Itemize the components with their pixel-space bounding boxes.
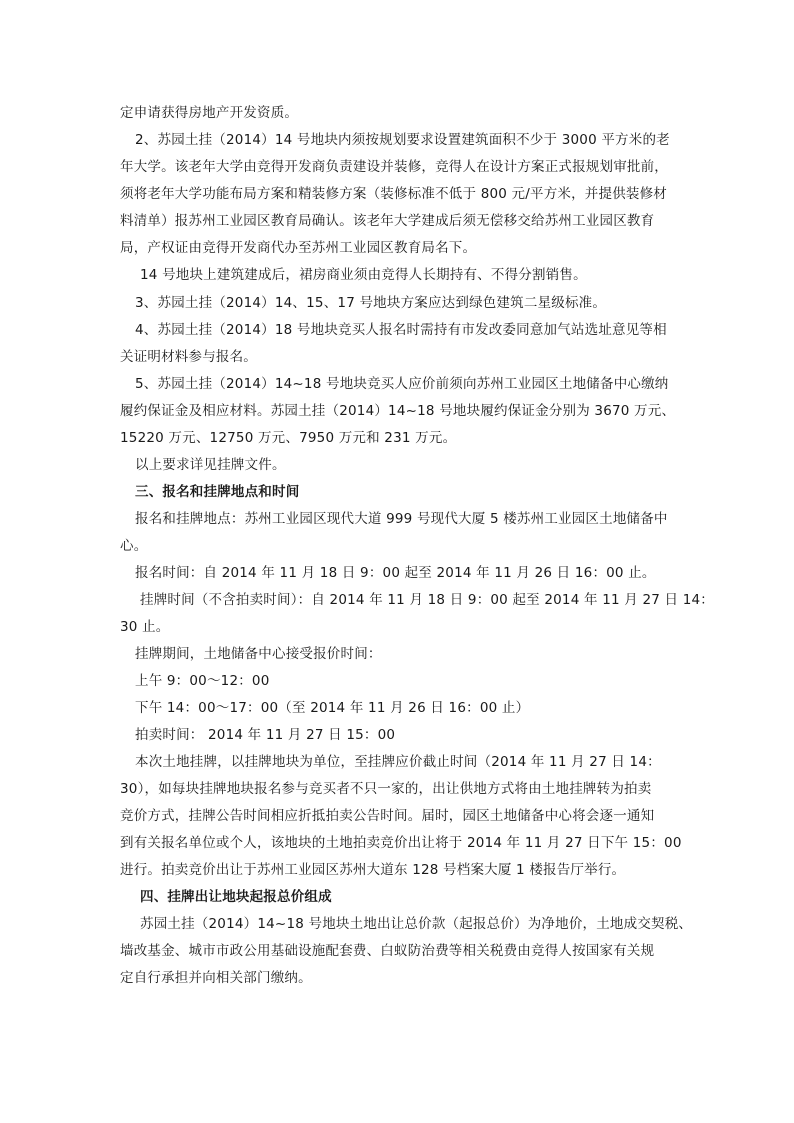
text-line: 14 号地块上建筑建成后，裙房商业须由竞得人长期持有、不得分割销售。 [140, 267, 587, 283]
text-line: 15220 万元、12750 万元、7950 万元和 231 万元。 [120, 430, 457, 446]
text-line: 30），如每块挂牌地块报名参与竞买者不只一家的，出让供地方式将由土地挂牌转为拍卖 [120, 781, 652, 797]
text-line: 上午 9：00～12：00 [135, 673, 270, 689]
text-line: 竞价方式，挂牌公告时间相应折抵拍卖公告时间。届时，园区土地储备中心将会逐一通知 [120, 808, 655, 824]
text-line: 5、苏园土挂（2014）14~18 号地块竞买人应价前须向苏州工业园区土地储备中心缴纳 [135, 376, 669, 392]
text-line: 3、苏园土挂（2014）14、15、17 号地块方案应达到绿色建筑二星级标准。 [135, 295, 607, 311]
text-line: 定申请获得房地产开发资质。 [120, 105, 299, 121]
text-line: 报名和挂牌地点：苏州工业园区现代大道 999 号现代大厦 5 楼苏州工业园区土地储备中 [135, 511, 668, 527]
text-line: 定自行承担并向相关部门缴纳。 [120, 970, 312, 986]
text-line: 进行。拍卖竞价出让于苏州工业园区苏州大道东 128 号档案大厦 1 楼报告厅举行。 [120, 862, 626, 878]
text-line: 到有关报名单位或个人，该地块的土地拍卖竞价出让将于 2014 年 11 月 27 日下午 15：00 [120, 835, 682, 851]
text-line: 30 止。 [120, 619, 170, 635]
text-line: 拍卖时间： 2014 年 11 月 27 日 15：00 [135, 727, 396, 743]
text-line: 局，产权证由竞得开发商代办至苏州工业园区教育局名下。 [120, 240, 477, 256]
text-line: 报名时间：自 2014 年 11 月 18 日 9：00 起至 2014 年 11 月 26 日 16：00 止。 [135, 565, 656, 581]
text-line: 心。 [120, 538, 148, 554]
text-line: 年大学。该老年大学由竞得开发商负责建设并装修，竞得人在设计方案正式报规划审批前， [120, 159, 668, 175]
text-line: 挂牌时间（不含拍卖时间）：自 2014 年 11 月 18 日 9：00 起至 2014 年 11 月 27 日 14： [140, 592, 714, 608]
text-line: 料清单）报苏州工业园区教育局确认。该老年大学建成后须无偿移交给苏州工业园区教育 [120, 213, 655, 229]
section-heading: 三、报名和挂牌地点和时间 [135, 484, 300, 500]
text-line: 挂牌期间，土地储备中心接受报价时间： [135, 646, 382, 662]
text-line: 墙改基金、城市市政公用基础设施配套费、白蚁防治费等相关税费由竞得人按国家有关规 [120, 943, 655, 959]
text-line: 以上要求详见挂牌文件。 [135, 457, 286, 473]
section-heading: 四、挂牌出让地块起报总价组成 [140, 889, 332, 905]
text-line: 履约保证金及相应材料。苏园土挂（2014）14~18 号地块履约保证金分别为 3670 万元、 [120, 403, 676, 419]
text-line: 须将老年大学功能布局方案和精装修方案（装修标准不低于 800 元/平方米，并提供装修材 [120, 186, 667, 202]
text-line: 本次土地挂牌，以挂牌地块为单位，至挂牌应价截止时间（2014 年 11 月 27 日 14： [135, 754, 661, 770]
text-line: 2、苏园土挂（2014）14 号地块内须按规划要求设置建筑面积不少于 3000 平方米的老 [135, 132, 670, 148]
text-line: 苏园土挂（2014）14~18 号地块土地出让总价款（起报总价）为净地价，土地成交契税、 [140, 916, 693, 932]
text-line: 关证明材料参与报名。 [120, 349, 257, 365]
text-line: 下午 14：00～17：00（至 2014 年 11 月 26 日 16：00 止） [135, 700, 530, 716]
text-line: 4、苏园土挂（2014）18 号地块竞买人报名时需持有市发改委同意加气站选址意见等相 [135, 322, 667, 338]
